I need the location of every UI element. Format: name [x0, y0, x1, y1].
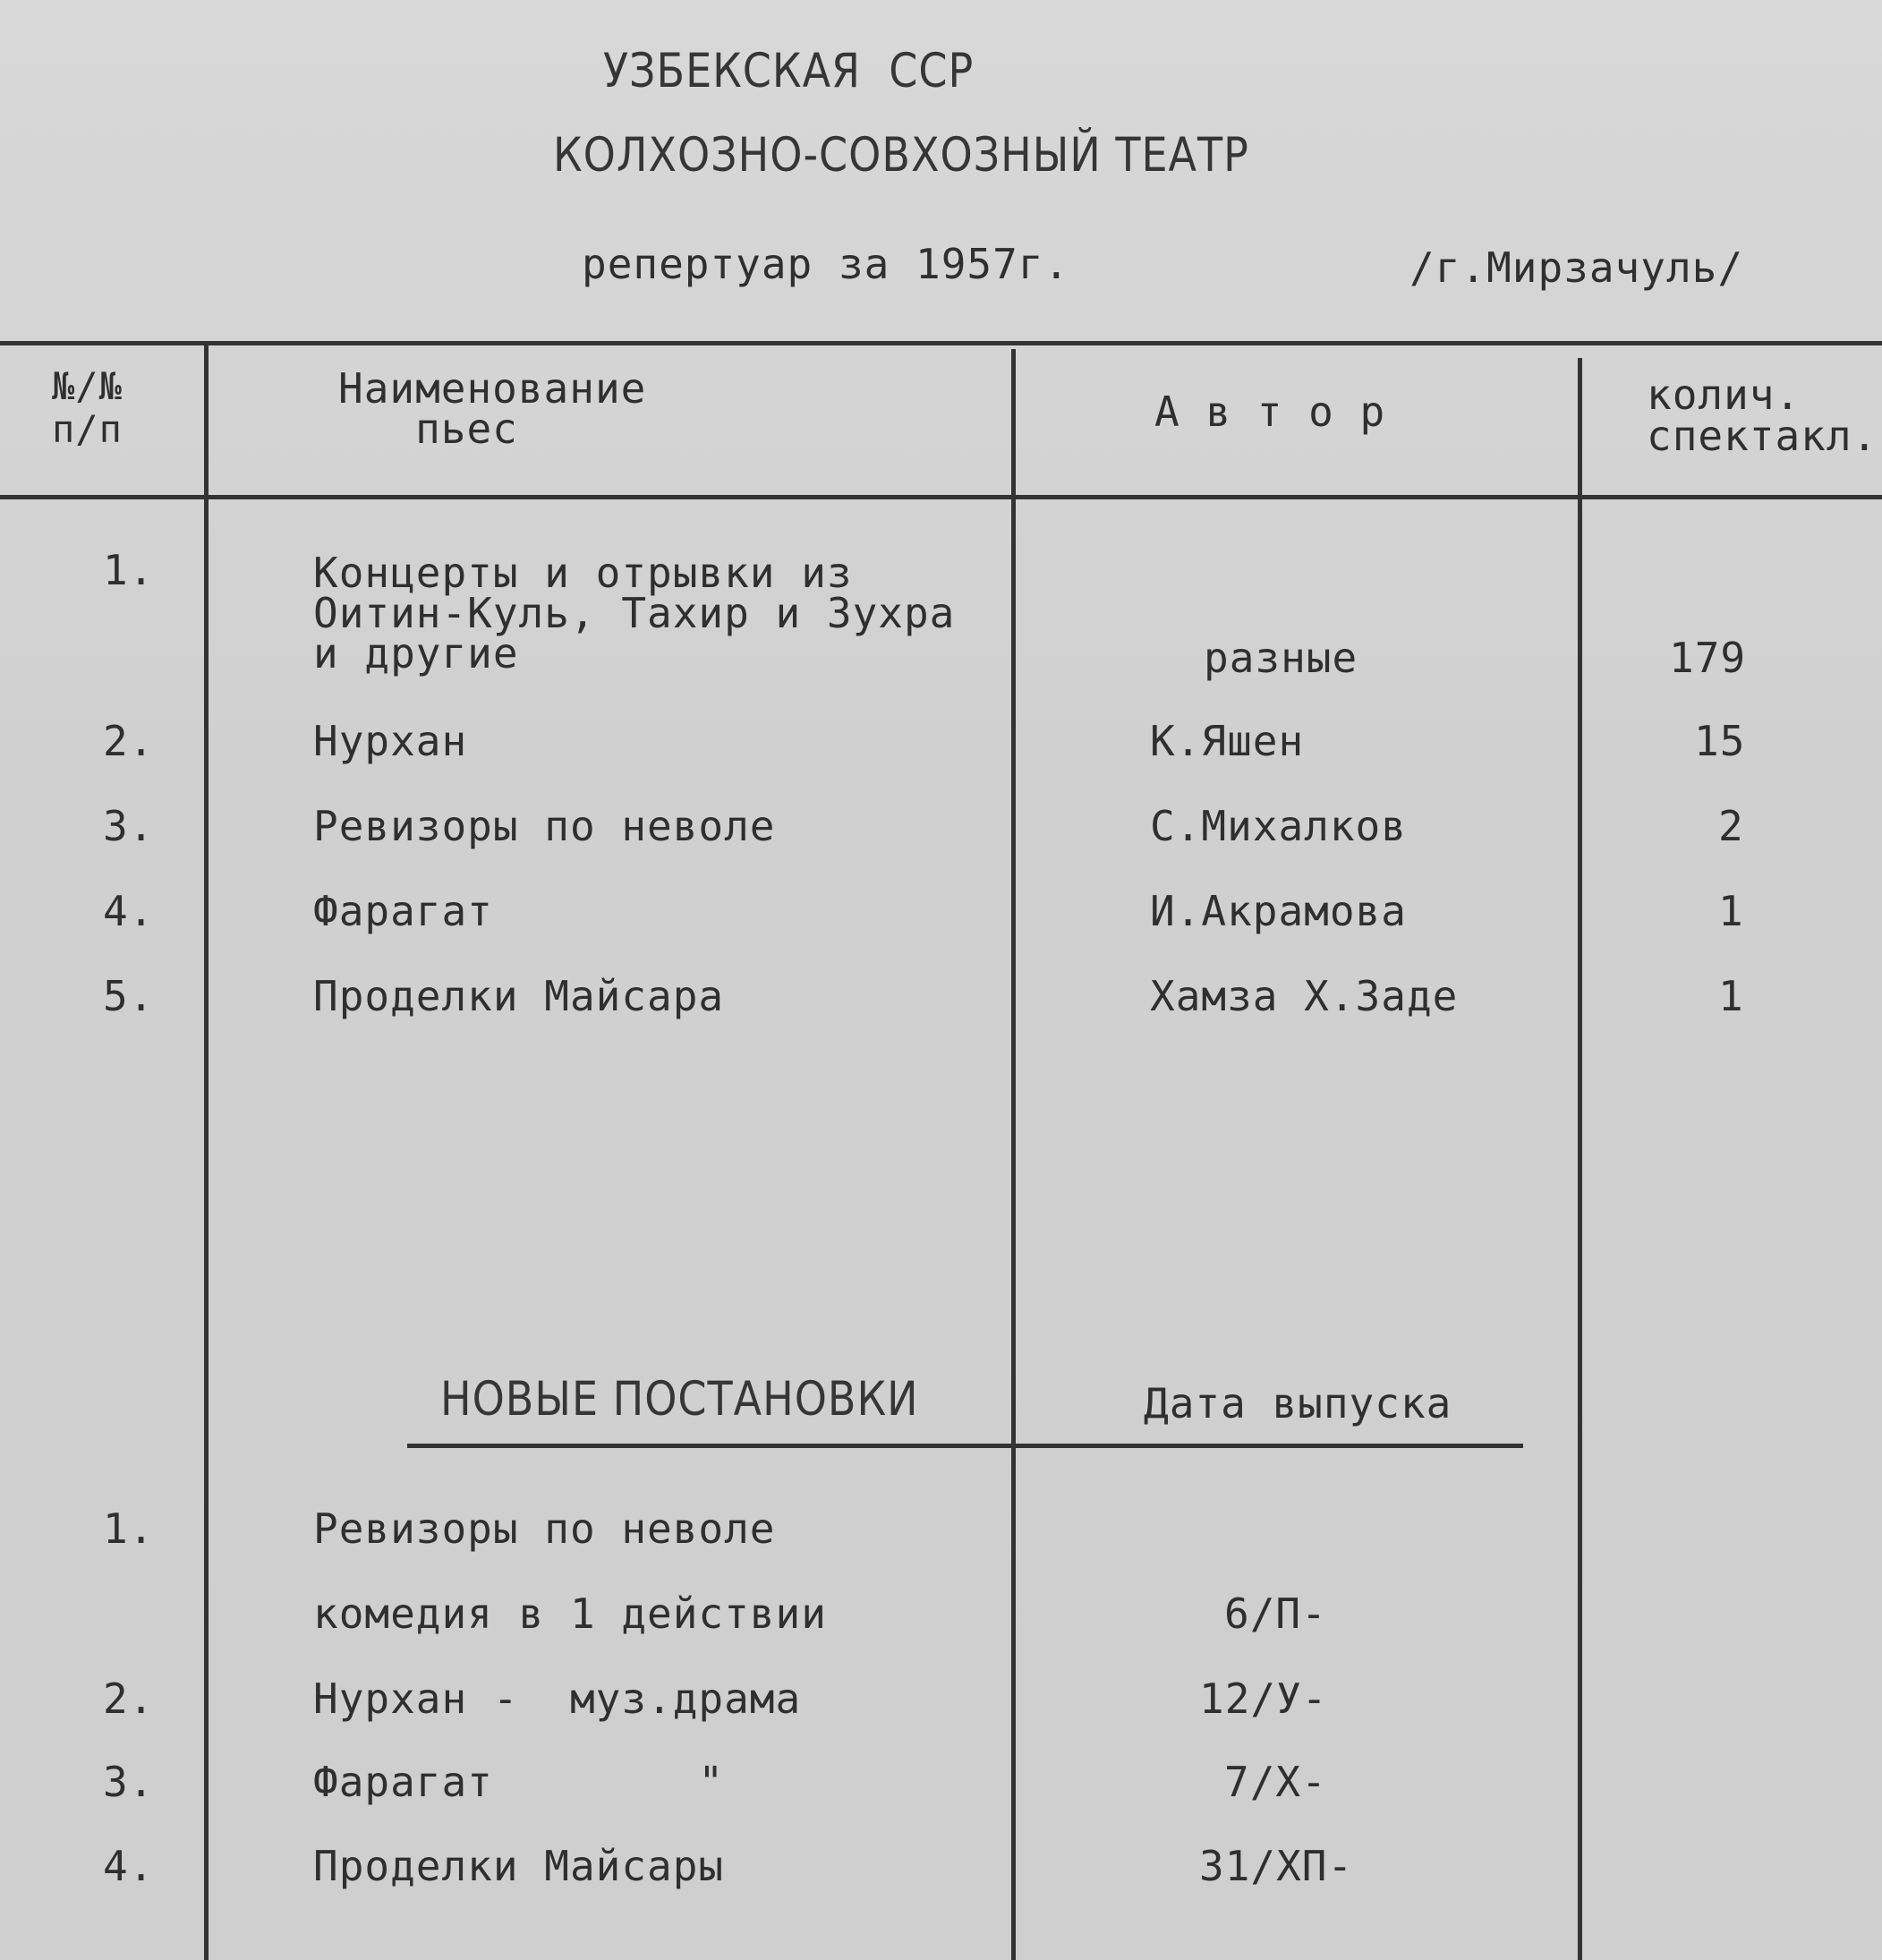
item-title: Проделки Майсары	[313, 1842, 725, 1890]
item-title: Нурхан - муз.драма	[313, 1675, 802, 1723]
item-num: 4.	[103, 1842, 155, 1890]
item-num: 3.	[103, 1758, 155, 1806]
row-count: 1	[1718, 887, 1744, 935]
item-title: Фарагат "	[313, 1758, 725, 1806]
item-num: 1.	[103, 1504, 155, 1553]
row-title: Ревизоры по неволе	[313, 802, 776, 850]
item-subtitle: комедия в 1 действии	[313, 1589, 827, 1638]
row-title: Фарагат	[313, 887, 493, 935]
row-count: 1	[1718, 972, 1744, 1020]
row-num: 2.	[103, 717, 155, 765]
item-title: Ревизоры по неволе	[313, 1504, 776, 1553]
row-num: 4.	[103, 887, 155, 935]
column-header-title: Наименование пьес	[338, 364, 647, 454]
item-date: 31/ХП-	[1199, 1842, 1354, 1890]
row-author: И.Акрамова	[1150, 887, 1407, 935]
item-date: 12/У-	[1199, 1675, 1328, 1723]
release-date-label: Дата выпуска	[1144, 1379, 1452, 1427]
new-section-rule	[407, 1444, 1523, 1448]
header-theatre: КОЛХОЗНО-СОВХОЗНЫЙ ТЕАТР	[553, 126, 1249, 183]
column-divider-2	[1011, 349, 1016, 1960]
new-productions-heading: НОВЫЕ ПОСТАНОВКИ	[440, 1370, 919, 1427]
row-count: 2	[1718, 802, 1744, 850]
item-num: 2.	[103, 1675, 155, 1723]
row-title: Нурхан	[313, 717, 468, 765]
table-header-rule	[0, 495, 1882, 499]
header-subtitle: репертуар за 1957г.	[582, 240, 1070, 288]
row-num: 5.	[103, 972, 155, 1020]
row-num: 1.	[103, 546, 155, 594]
row-author: разные	[1204, 634, 1358, 682]
row-title: Проделки Майсара	[313, 972, 725, 1020]
column-divider-1	[204, 341, 209, 1960]
row-num: 3.	[103, 802, 155, 850]
row-count: 15	[1694, 717, 1746, 765]
column-header-count: колич. спектакл.	[1647, 371, 1878, 460]
item-date: 7/Х-	[1224, 1758, 1327, 1806]
item-date: 6/П-	[1224, 1589, 1327, 1638]
row-author: К.Яшен	[1150, 717, 1305, 765]
column-header-author: А в т о р	[1154, 388, 1386, 436]
header-city: /г.Мирзачуль/	[1409, 243, 1744, 292]
table-top-rule	[0, 341, 1882, 345]
row-title: Концерты и отрывки из Оитин-Куль, Тахир и Зухра и другие	[313, 549, 956, 678]
row-author: Хамза Х.Заде	[1150, 972, 1459, 1020]
row-count: 179	[1669, 634, 1747, 682]
column-divider-3	[1578, 358, 1582, 1960]
header-republic: УЗБЕКСКАЯ ССР	[603, 42, 975, 98]
row-author: С.Михалков	[1150, 802, 1407, 850]
column-header-num: №/№ п/п	[52, 364, 123, 452]
